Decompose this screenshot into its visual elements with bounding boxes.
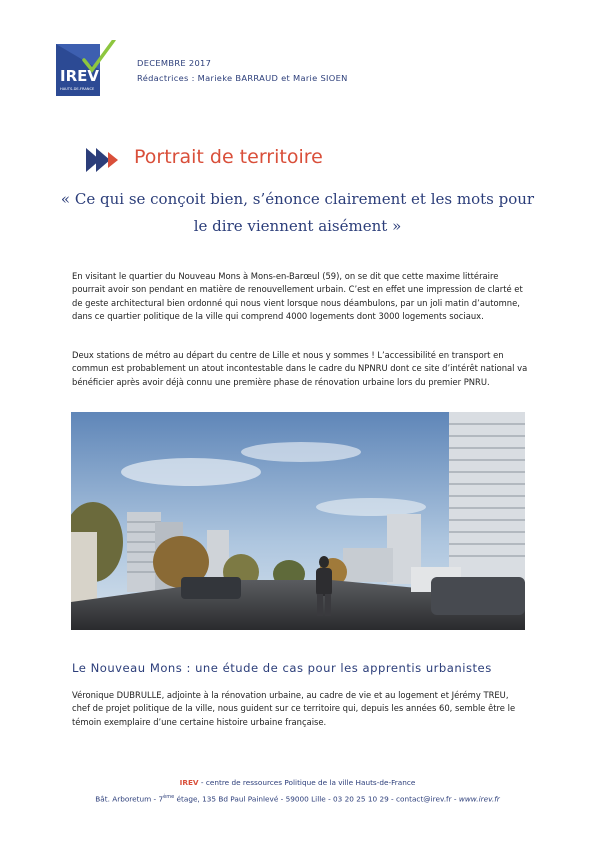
quote-line-2: le dire viennent aisément » bbox=[193, 217, 402, 235]
body-paragraph-1: En visitant le quartier du Nouveau Mons à Mons-en-Barœul (59), on se dit que cette maxime littéraire pourrait avoir son pendant en matière de renouvellement urbain. C’est en effet une impression de clarté et de geste architectural bien ordonné qui nous vient lorsque nous déambulons, par un joli matin d’automne, dans ce quartier politique de la ville qui comprend 4000 logements dont 3000 logements sociaux. bbox=[72, 271, 523, 321]
body-paragraph-3: Véronique DUBRULLE, adjointe à la rénovation urbaine, au cadre de vie et au logement et Jérémy TREU, chef de projet politique de la ville, nous guident sur ce territoire qui, depuis les années 60, semble être le témoin exemplaire d’une certaine histoire urbaine française. bbox=[72, 690, 516, 727]
neighborhood-photo bbox=[71, 412, 525, 630]
irev-logo bbox=[56, 40, 116, 98]
footer-address-sup: ème bbox=[163, 794, 175, 800]
logo-text: IREV bbox=[60, 67, 99, 85]
body-paragraph-2: Deux stations de métro au départ du centre de Lille et nous y sommes ! L’accessibilité en transport en commun est probablement un atout incontestable dans le cadre du NPNRU dont ce site d’intérêt national va bénéficier après avoir déjà connu une première phase de rénovation urbaine lors du premier PNRU. bbox=[72, 350, 528, 387]
page-footer bbox=[60, 776, 535, 806]
document-meta bbox=[137, 56, 348, 86]
footer-address-pre: Bât. Arboretum - 7 bbox=[95, 794, 164, 804]
footer-tagline: - centre de ressources Politique de la ville Hauts-de-France bbox=[198, 778, 416, 787]
publication-date: DECEMBRE 2017 bbox=[137, 58, 212, 68]
footer-line-1 bbox=[60, 776, 535, 790]
pull-quote bbox=[60, 186, 535, 240]
footer-line-2 bbox=[60, 790, 535, 806]
footer-brand: IREV bbox=[179, 778, 199, 787]
subheading: Le Nouveau Mons : une étude de cas pour les apprentis urbanistes bbox=[72, 661, 492, 675]
footer-address-post: étage, 135 Bd Paul Painlevé - 59000 Lille - 03 20 25 10 29 - contact@irev.fr - bbox=[174, 794, 459, 804]
logo-subtext: HAUTS-DE-FRANCE bbox=[60, 87, 95, 91]
section-heading: Portrait de territoire bbox=[134, 146, 323, 168]
double-arrow-icon bbox=[86, 148, 126, 172]
footer-website-link[interactable]: www.irev.fr bbox=[458, 794, 500, 804]
authors-line: Rédactrices : Marieke BARRAUD et Marie SIOEN bbox=[137, 73, 348, 83]
quote-line-1: « Ce qui se conçoit bien, s’énonce clairement et les mots pour bbox=[60, 190, 535, 208]
